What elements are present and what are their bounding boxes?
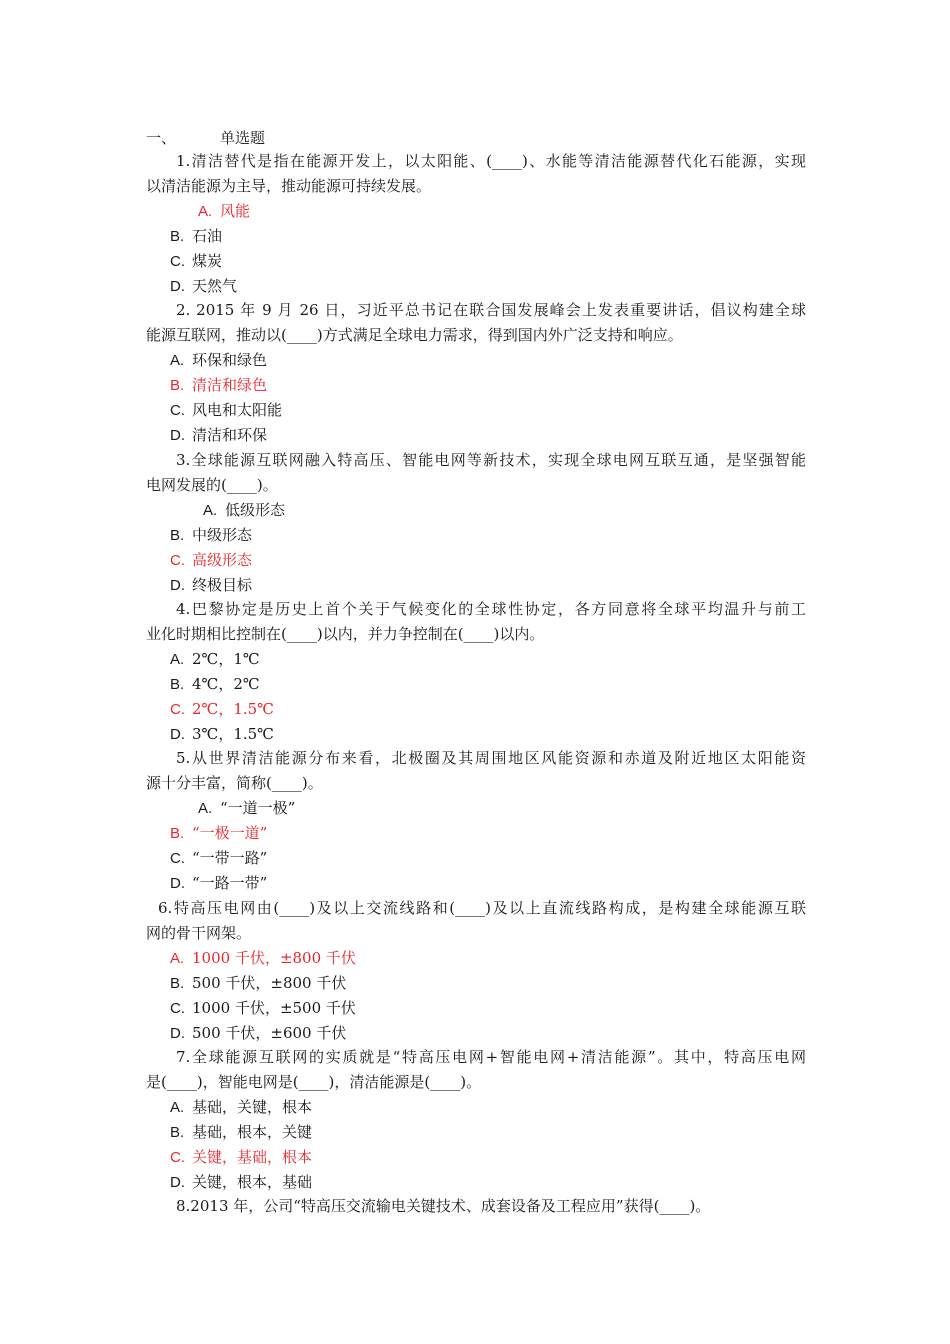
question-1-option-d: D. 天然气	[170, 277, 238, 295]
question-3-option-b: B. 中级形态	[170, 526, 253, 544]
question-3-option-d: D. 终极目标	[170, 576, 253, 594]
question-3-stem-line-1: 3.全球能源互联网融入特高压、智能电网等新技术，实现全球电网互联互通，是坚强智能	[176, 451, 806, 469]
question-6-option-d: D. 500 千伏，±600 千伏	[170, 1024, 347, 1042]
question-3-stem-line-2: 电网发展的(____)。	[146, 476, 278, 494]
question-6-stem-line-1: 6.特高压电网由(____)及以上交流线路和(____)及以上直流线路构成，是构建全球能源互联	[158, 899, 806, 917]
question-6-stem-line-2: 网的骨干网架。	[146, 924, 252, 942]
question-2-stem-line-2: 能源互联网，推动以(____)方式满足全球电力需求，得到国内外广泛支持和响应。	[146, 326, 683, 344]
question-3-option-a: A. 低级形态	[203, 501, 286, 519]
question-2-option-d: D. 清洁和环保	[170, 426, 268, 444]
question-5-stem-line-2: 源十分丰富，简称(____)。	[146, 774, 323, 792]
question-1-option-c: C. 煤炭	[170, 252, 223, 270]
question-7-option-a: A. 基础，关键，根本	[170, 1098, 313, 1116]
question-5-option-a: A. “一道一极”	[198, 799, 296, 817]
question-4-option-a: A. 2℃，1℃	[170, 650, 260, 668]
question-1-stem-line-1: 1.清洁替代是指在能源开发上，以太阳能、(____)、水能等清洁能源替代化石能源，实现	[176, 152, 806, 170]
question-7-stem-line-2: 是(____)，智能电网是(____)，清洁能源是(____)。	[146, 1073, 482, 1091]
question-8-stem-line-1: 8.2013 年，公司“特高压交流输电关键技术、成套设备及工程应用”获得(____)。	[176, 1197, 711, 1215]
question-3-option-c: C. 高级形态	[170, 551, 253, 569]
question-7-stem-line-1: 7.全球能源互联网的实质就是“特高压电网+智能电网+清洁能源”。其中，特高压电网	[176, 1048, 806, 1066]
question-1-stem-line-2: 以清洁能源为主导，推动能源可持续发展。	[146, 177, 432, 195]
question-4-stem-line-2: 业化时期相比控制在(____)以内，并力争控制在(____)以内。	[146, 625, 545, 643]
question-5-stem-line-1: 5.从世界清洁能源分布来看，北极圈及其周围地区风能资源和赤道及附近地区太阳能资	[176, 749, 806, 767]
question-4-option-b: B. 4℃，2℃	[170, 675, 260, 693]
question-5-option-b: B. “一极一道”	[170, 824, 268, 842]
question-2-option-a: A. 环保和绿色	[170, 351, 268, 369]
question-4-stem-line-1: 4.巴黎协定是历史上首个关于气候变化的全球性协定，各方同意将全球平均温升与前工	[176, 600, 806, 618]
question-4-option-c: C. 2℃，1.5℃	[170, 700, 274, 718]
question-7-option-d: D. 关键，根本，基础	[170, 1173, 313, 1191]
question-2-option-c: C. 风电和太阳能	[170, 401, 283, 419]
question-5-option-c: C. “一带一路”	[170, 849, 268, 867]
question-5-option-d: D. “一路一带”	[170, 874, 268, 892]
question-6-option-c: C. 1000 千伏，±500 千伏	[170, 999, 356, 1017]
question-1-option-b: B. 石油	[170, 227, 223, 245]
section-heading	[146, 128, 265, 148]
question-2-stem-line-1: 2. 2015 年 9 月 26 日，习近平总书记在联合国发展峰会上发表重要讲话，倡议构建全球	[176, 301, 806, 319]
question-7-option-b: B. 基础，根本，关键	[170, 1123, 313, 1141]
question-2-option-b: B. 清洁和绿色	[170, 376, 268, 394]
section-heading-title: 单选题	[220, 129, 266, 147]
question-1-option-a: A. 风能	[198, 202, 251, 220]
question-7-option-c: C. 关键，基础，根本	[170, 1148, 313, 1166]
question-6-option-b: B. 500 千伏，±800 千伏	[170, 974, 347, 992]
question-6-option-a: A. 1000 千伏，±800 千伏	[170, 949, 356, 967]
section-heading-index: 一、	[146, 129, 177, 147]
question-4-option-d: D. 3℃，1.5℃	[170, 725, 274, 743]
